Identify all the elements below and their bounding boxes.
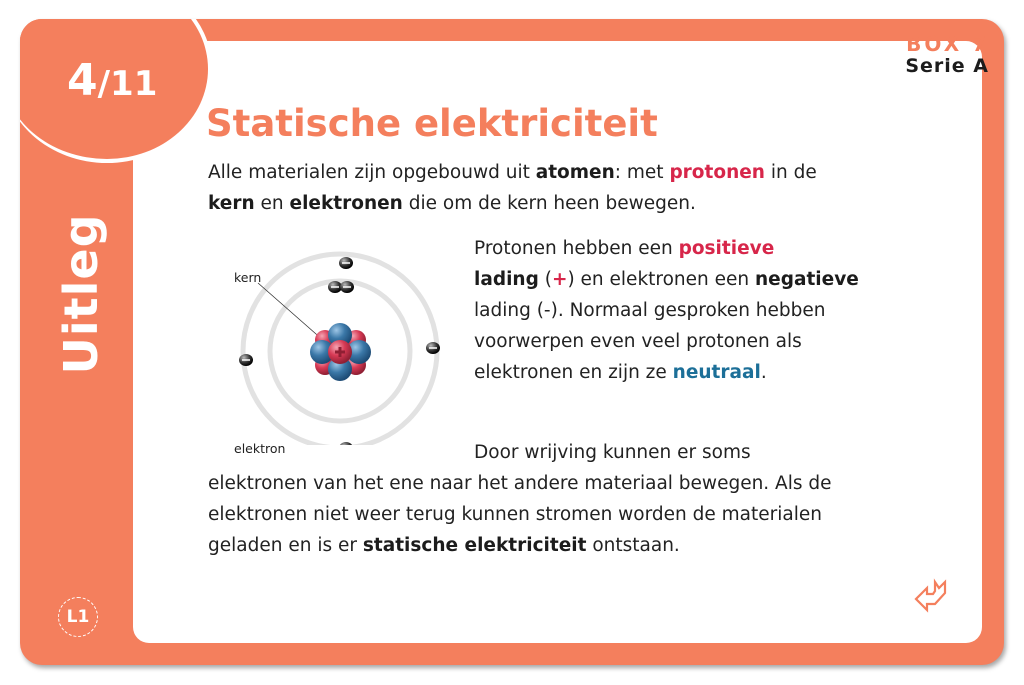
friction-paragraph: Door wrijving kunnen er soms elektronen van het ene naar het andere materiaal bewegen. Als de elektronen niet weer terug kunnen stromen worden de materialen geladen en is er statische elektriciteit ontstaan. [208, 442, 832, 556]
back-arrow-icon [913, 577, 953, 617]
card-counter-current: 4 [67, 55, 98, 106]
side-label-text: Uitleg [54, 213, 108, 375]
atom-icon [208, 235, 448, 445]
card-counter-total: /11 [97, 64, 158, 104]
side-label [51, 194, 111, 394]
card-counter [67, 55, 157, 106]
charge-paragraph: Protonen hebben een positieve lading (+) en elektronen een negatieve lading (-). Normaal gesproken hebben voorwerpen even veel protonen als elektronen en zijn ze neutraal. [474, 238, 859, 383]
series-label: Serie A [905, 55, 989, 77]
page-title: Statische elektriciteit [206, 102, 658, 145]
electron-label: elektron [234, 441, 286, 456]
atom-diagram [208, 235, 448, 456]
box-label: BOX 7 [906, 32, 989, 56]
nucleus-label: kern [234, 270, 262, 285]
box-info [905, 33, 989, 77]
intro-paragraph: Alle materialen zijn opgebouwd uit atomen: met protonen in de kern en elektronen die om de kern heen bewegen. [208, 162, 817, 214]
level-badge: L1 [58, 597, 98, 637]
back-arrow-button[interactable] [913, 577, 953, 617]
